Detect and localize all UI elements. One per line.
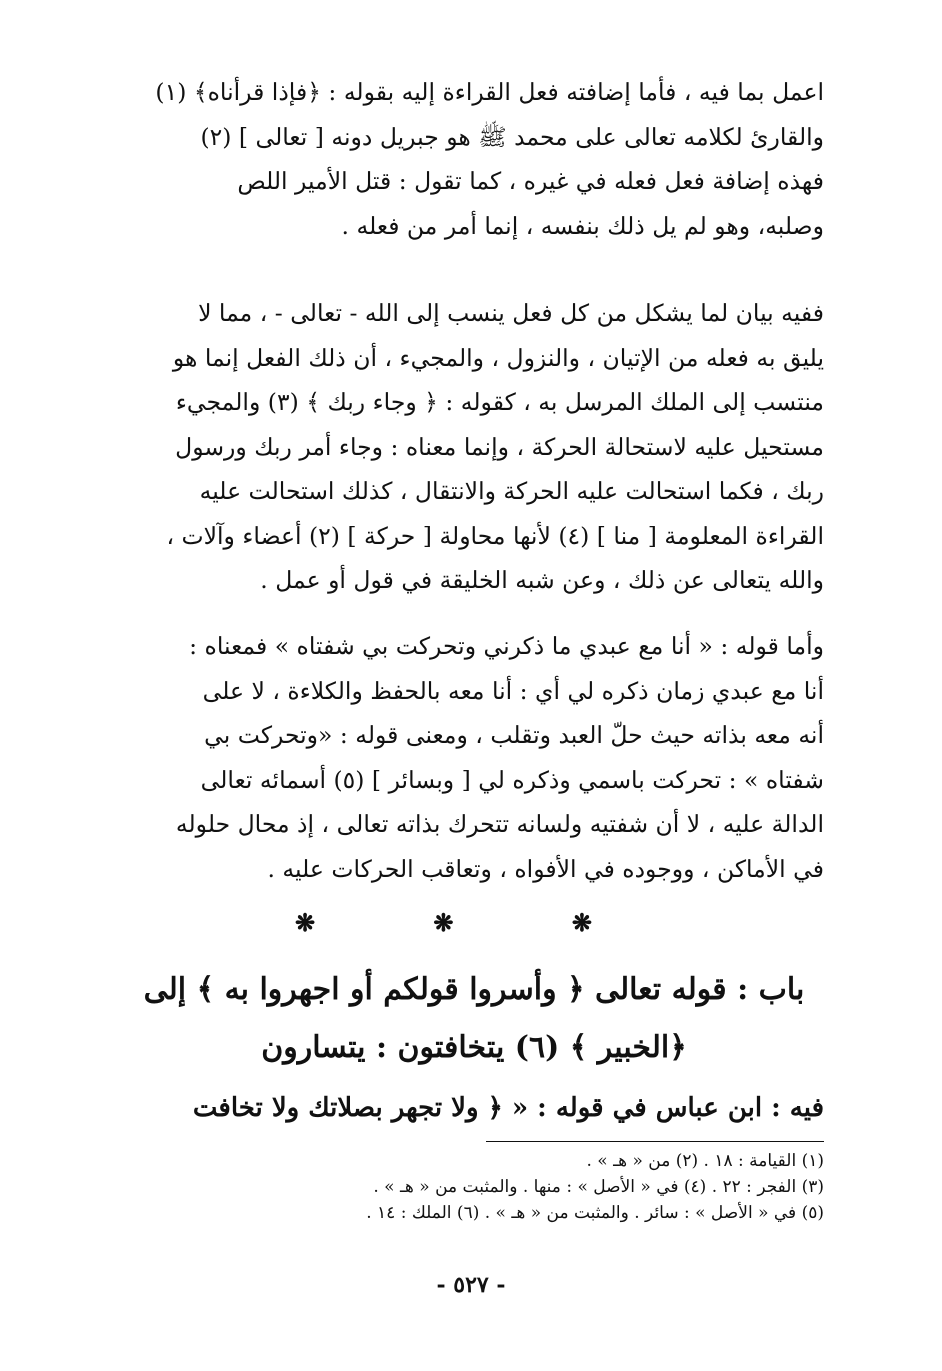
chapter-first-line: فيه : ابن عباس في قوله : « ﴿ ولا تجهر بصلاتك ولا تخافت	[192, 1093, 824, 1123]
text-line: الدالة عليه ، لا أن شفتيه ولسانه تتحرك بذاته تعالى ، إذ محال حلوله	[175, 810, 824, 838]
text-line: شفتاه » : تحركت باسمي وذكره لي [ وبسائر ] (٥) أسمائه تعالى	[200, 765, 824, 794]
text-line: والقارئ لكلامه تعالى على محمد ﷺ هو جبريل دونه [ تعالى ] (٢)	[200, 122, 824, 151]
text-line: منتسب إلى الملك المرسل به ، كقوله : ﴿ وجاء ربك ﴾ (٣) والمجيء	[175, 388, 824, 416]
chapter-heading-line-2: ﴿الخبير ﴾ (٦) يتخافتون : يتسارون	[261, 1030, 687, 1065]
text-line: أنه معه بذاته حيث حلّ العبد وتقلب ، ومعنى قوله : «وتحركت بي	[204, 721, 824, 749]
text-line: يليق به فعله من الإتيان ، والنزول ، والمجيء ، أن ذلك الفعل إنما هو	[172, 343, 824, 372]
chapter-heading-line-1: باب : قوله تعالى ﴿ وأسروا قولكم أو اجهروا به ﴾ إلى	[143, 972, 805, 1007]
text-line: ربك ، فكما استحالت عليه الحركة والانتقال ، كذلك استحالت عليه	[199, 477, 824, 505]
text-line: مستحيل عليه لاستحالة الحركة ، وإنما معناه : وجاء أمر ربك ورسول	[175, 432, 824, 461]
footnote-line: (٣) الفجر : ٢٢ . (٤) في « الأصل » : منها . والمثبت من « هـ » .	[373, 1177, 824, 1197]
text-line: في الأماكن ، ووجوده في الأفواه ، وتعاقب الحركات عليه .	[267, 854, 824, 883]
page-number: - ٥٢٧ -	[436, 1272, 506, 1298]
text-line: ففيه بيان لما يشكل من كل فعل ينسب إلى الله - تعالى - ، مما لا	[198, 299, 824, 327]
text-line: وصلبه، وهو لم يل ذلك بنفسه ، إنما أمر من فعله .	[341, 211, 824, 240]
footnote-line: (١) القيامة : ١٨ . (٢) من « هـ » .	[586, 1151, 824, 1171]
section-separator: ❋ ❋ ❋	[294, 908, 648, 937]
footnote-line: (٥) في « الأصل » : سائر . والمثبت من « هـ » . (٦) الملك : ١٤ .	[366, 1203, 824, 1223]
text-line: القراءة المعلومة [ منا ] (٤) لأنها محاولة [ حركة ] (٢) أعضاء وآلات ،	[166, 521, 824, 550]
footnotes	[124, 1148, 824, 1226]
paragraph-1	[124, 70, 824, 248]
text-line: اعمل بما فيه ، فأما إضافته فعل القراءة إليه بقوله : ﴿فإذا قرأناه﴾ (١)	[155, 78, 824, 106]
paragraph-3	[124, 624, 824, 891]
paragraph-2	[124, 291, 824, 603]
text-line: وأما قوله : « أنا مع عبدي ما ذكرني وتحركت بي شفتاه » فمعناه :	[189, 632, 824, 660]
footnote-divider	[486, 1141, 824, 1142]
text-line: فهذه إضافة فعل فعله في غيره ، كما تقول : قتل الأمير اللص	[237, 167, 824, 195]
text-line: والله يتعالى عن ذلك ، وعن شبه الخليقة في قول أو عمل .	[260, 566, 824, 594]
text-line: أنا مع عبدي زمان ذكره لي أي : أنا معه بالحفظ والكلاءة ، لا على	[202, 676, 824, 705]
